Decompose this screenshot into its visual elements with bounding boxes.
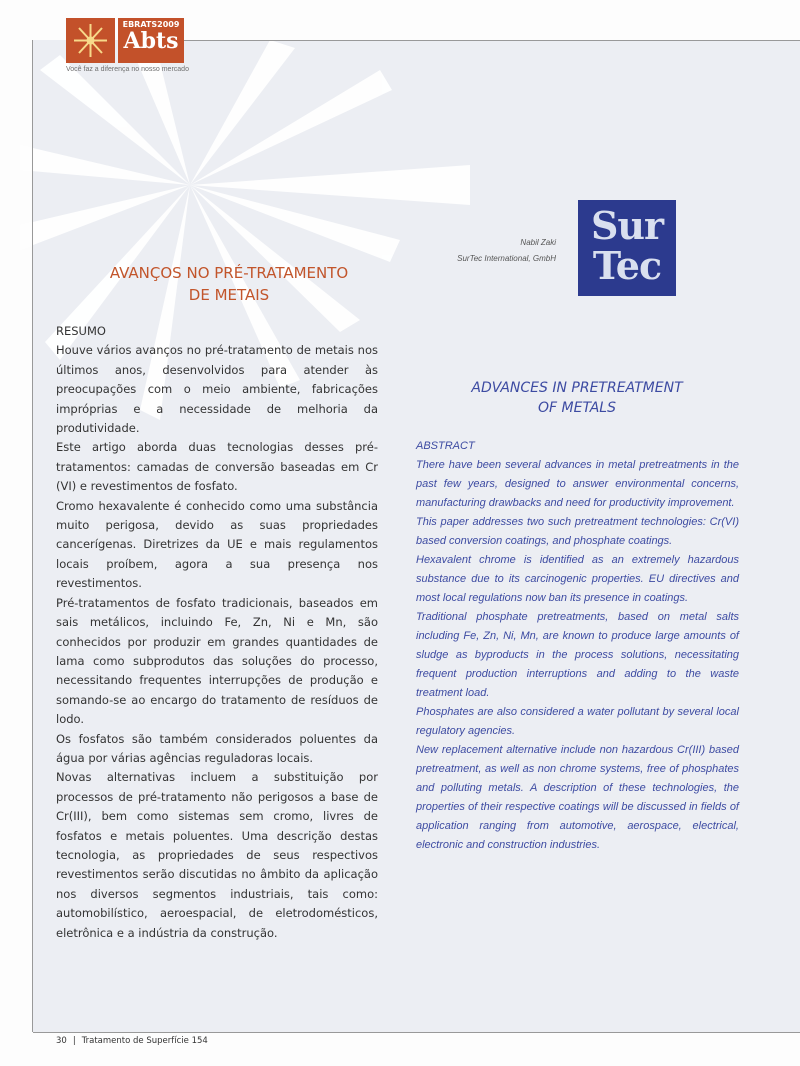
pt-column bbox=[56, 322, 378, 943]
en-paragraph: This paper addresses two such pretreatment technologies: Cr(VI) based conversion coatings, and phosphate coatings. bbox=[416, 516, 739, 547]
en-title-line1: ADVANCES IN PRETREATMENT bbox=[471, 380, 683, 396]
surtec-logo-line2: Tec bbox=[592, 243, 662, 288]
en-paragraph: Phosphates are also considered a water pollutant by several local regulatory agencies. bbox=[416, 706, 739, 737]
pt-paragraph: Pré-tratamentos de fosfato tradicionais, baseados em sais metálicos, incluindo Fe, Zn, Ni e Mn, são conhecidos por produzir em grandes quantidades de lama como subprodutos das soluções do processo, necessitando frequentes interrupções de produção e somando-se ao encargo do tratamento de resíduos de lodo. bbox=[56, 595, 378, 727]
tagline: Você faz a diferença no nosso mercado bbox=[66, 66, 189, 73]
en-column bbox=[416, 437, 739, 855]
footer-separator: | bbox=[72, 1036, 76, 1046]
author-name: Nabil Zaki bbox=[520, 238, 556, 247]
en-title-line2: OF METALS bbox=[538, 400, 616, 416]
en-paragraph: Hexavalent chrome is identified as an extremely hazardous substance due to its carcinogenic properties. EU directives and most local regulations now ban its presence in coatings. bbox=[416, 554, 739, 604]
pt-paragraph: Cromo hexavalente é conhecido como uma substância muito perigosa, devido as suas propriedades cancerígenas. Diretrizes da UE e mais regulamentos locais proíbem, agora a sua presença nos revestimentos. bbox=[56, 498, 378, 591]
author-block bbox=[396, 235, 556, 267]
sunburst-logo-icon bbox=[66, 18, 115, 63]
left-rule bbox=[32, 40, 33, 1032]
top-rule bbox=[183, 40, 800, 41]
publication-name: Tratamento de Superfície 154 bbox=[81, 1036, 208, 1046]
ebrats-label: EBRATS2009 bbox=[122, 20, 180, 29]
pt-title bbox=[70, 262, 388, 306]
bottom-rule bbox=[33, 1032, 800, 1033]
abts-wordmark: Abts bbox=[123, 28, 179, 54]
footer bbox=[56, 1036, 208, 1046]
header-logos bbox=[66, 18, 189, 78]
abts-logo bbox=[118, 18, 184, 63]
pt-paragraph: Os fosfatos são também considerados poluentes da água por várias agências reguladoras locais. bbox=[56, 731, 378, 765]
surtec-logo-line1: Sur bbox=[590, 203, 664, 248]
surtec-logo bbox=[578, 200, 676, 296]
en-heading: ABSTRACT bbox=[416, 440, 475, 452]
en-paragraph: There have been several advances in metal pretreatments in the past few years, designed to answer environmental concerns, manufacturing drawbacks and need for productivity improvement. bbox=[416, 459, 739, 509]
pt-heading: RESUMO bbox=[56, 324, 106, 338]
en-title bbox=[444, 378, 710, 418]
en-paragraph: Traditional phosphate pretreatments, based on metal salts including Fe, Zn, Ni, Mn, are known to produce large amounts of sludge as byproducts in the process solutions, necessitating frequent production interruptions and adding to the waste treatment load. bbox=[416, 611, 739, 699]
en-paragraph: New replacement alternative include non hazardous Cr(III) based pretreatment, as well as non chrome systems, free of phosphates and polluting metals. A description of these technologies, the properties of their respective coatings will be discussed in fields of application ranging from automotive, aerospace, electrical, electronic and construction industries. bbox=[416, 744, 739, 851]
pt-title-line1: AVANÇOS NO PRÉ-TRATAMENTO bbox=[109, 264, 349, 282]
pt-paragraph: Houve vários avanços no pré-tratamento de metais nos últimos anos, desenvolvidos para atender às preocupações com o meio ambiente, fabricações impróprias e a necessidade de melhoria da produtividade. bbox=[56, 343, 378, 436]
author-company: SurTec International, GmbH bbox=[457, 254, 556, 263]
pt-paragraph: Este artigo aborda duas tecnologias desses pré-tratamentos: camadas de conversão baseadas em Cr (VI) e revestimentos de fosfato. bbox=[56, 440, 378, 494]
page-number: 30 bbox=[56, 1036, 67, 1046]
pt-title-line2: DE METAIS bbox=[188, 286, 270, 304]
pt-paragraph: Novas alternativas incluem a substituição por processos de pré-tratamento não perigosos a base de Cr(III), bem como sistemas sem cromo, livres de fosfatos e metais poluentes. Uma descrição destas tecnologia, as propriedades de seus respectivos revestimentos serão discutidas no âmbito da aplicação nos diversos segmentos industriais, tais como: automobilístico, aeroespacial, de eletrodomésticos, eletrônica e a indústria da construção. bbox=[56, 770, 378, 940]
